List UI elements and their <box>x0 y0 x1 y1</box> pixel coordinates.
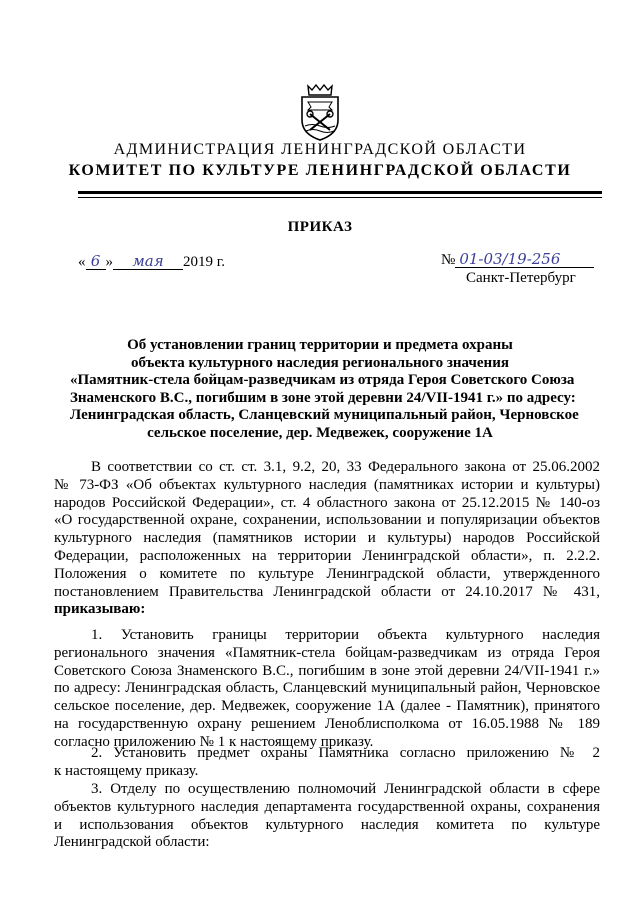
text-line: и использования объектов культурного наследия комитета по культуре <box>54 816 600 833</box>
subject-line: Ленинградская область, Сланцевский муниципальный район, Черновское <box>70 407 579 424</box>
date-year: 2019 г. <box>183 254 225 270</box>
text-line: 2. Установить предмет охраны Памятника согласно приложению № 2 <box>91 745 600 761</box>
text-line: объектов культурного наследия департамента государственной охраны, сохранения <box>54 798 600 815</box>
order-date <box>78 254 225 271</box>
committee-name: КОМИТЕТ ПО КУЛЬТУРЕ ЛЕНИНГРАДСКОЙ ОБЛАСТИ <box>68 162 572 179</box>
subject-line: Об установлении границ территории и предмета охраны <box>127 337 513 353</box>
item-1-paragraph <box>54 627 600 752</box>
text-line: 3. Отделу по осуществлению полномочий Ленинградской области в сфере <box>91 781 600 797</box>
preamble-paragraph <box>54 459 600 619</box>
number-value: 01-03/19-256 <box>455 252 594 268</box>
decree-word: приказываю: <box>54 601 146 618</box>
order-subject <box>70 337 579 443</box>
text-line: № 73-ФЗ «Об объектах культурного наследия (памятниках истории и культуры) <box>54 476 600 493</box>
subject-line: объекта культурного наследия регионального значения <box>131 354 509 371</box>
text-line: 1. Установить границы территории объекта культурного наследия <box>91 627 600 643</box>
header-rule-thin <box>78 197 602 198</box>
item-3-paragraph <box>54 781 600 852</box>
subject-line: Знаменского В.С., погибшим в зоне этой деревни 24/VII-1941 г.» по адресу: <box>70 389 576 406</box>
text-line: «О государственной охране, сохранении, использовании и популяризации объектов <box>54 512 600 529</box>
text-line: Ленинградской области: <box>54 834 210 851</box>
text-line: регионального значения «Памятник-стела бойцам-разведчикам из отряда Героя <box>54 644 600 661</box>
text-line: Советского Союза Знаменского В.С., погибшим в зоне этой деревни 24/VII-1941 г.» <box>54 662 600 679</box>
text-line: к настоящему приказу. <box>54 762 199 779</box>
text-line: Федерации, расположенных на территории Ленинградской области», п. 2.2.2. <box>54 547 600 564</box>
number-sign: № <box>441 252 456 268</box>
subject-line: сельское поселение, дер. Медвежек, сооружение 1А <box>147 424 493 441</box>
date-open-quote: « <box>78 254 86 270</box>
text-line: народов Российской Федерации», ст. 4 областного закона от 25.12.2015 № 140-оз <box>54 494 600 511</box>
text-line: культурного наследия (памятников истории и культуры) народов Российской <box>54 530 600 547</box>
header-rule-thick <box>78 191 602 194</box>
date-day: 6 <box>86 254 106 270</box>
text-line: по адресу: Ленинградская область, Сланцевский муниципальный район, Черновское <box>54 680 600 697</box>
date-close-quote: » <box>105 254 113 270</box>
text-line <box>54 601 600 619</box>
organization-name: АДМИНИСТРАЦИЯ ЛЕНИНГРАДСКОЙ ОБЛАСТИ <box>113 141 527 158</box>
text-line: согласно приложению № 1 к настоящему приказу. <box>54 733 374 750</box>
subject-line: «Памятник-стела бойцам-разведчикам из отряда Героя Советского Союза <box>70 372 575 389</box>
text-line: сельское поселение, дер. Медвежек, сооружение 1А (далее - Памятник), принятого <box>54 698 600 715</box>
city: Санкт-Петербург <box>466 270 576 286</box>
order-number <box>441 252 594 269</box>
text-line: Положения о комитете по культуре Ленинградской области, утвержденного <box>54 565 600 582</box>
text-line: В соответствии со ст. ст. 3.1, 9.2, 20, 33 Федерального закона от 25.06.2002 <box>91 459 600 475</box>
text-line: постановлением Правительства Ленинградской области от 24.10.2017 № 431, <box>54 583 600 600</box>
item-2-paragraph <box>54 745 600 781</box>
date-month: мая <box>113 254 183 270</box>
document-type-title: ПРИКАЗ <box>287 219 353 235</box>
coat-of-arms-icon <box>296 80 344 142</box>
text-line: на государственную охрану решением Леноблисполкома от 16.05.1988 № 189 <box>54 715 600 732</box>
